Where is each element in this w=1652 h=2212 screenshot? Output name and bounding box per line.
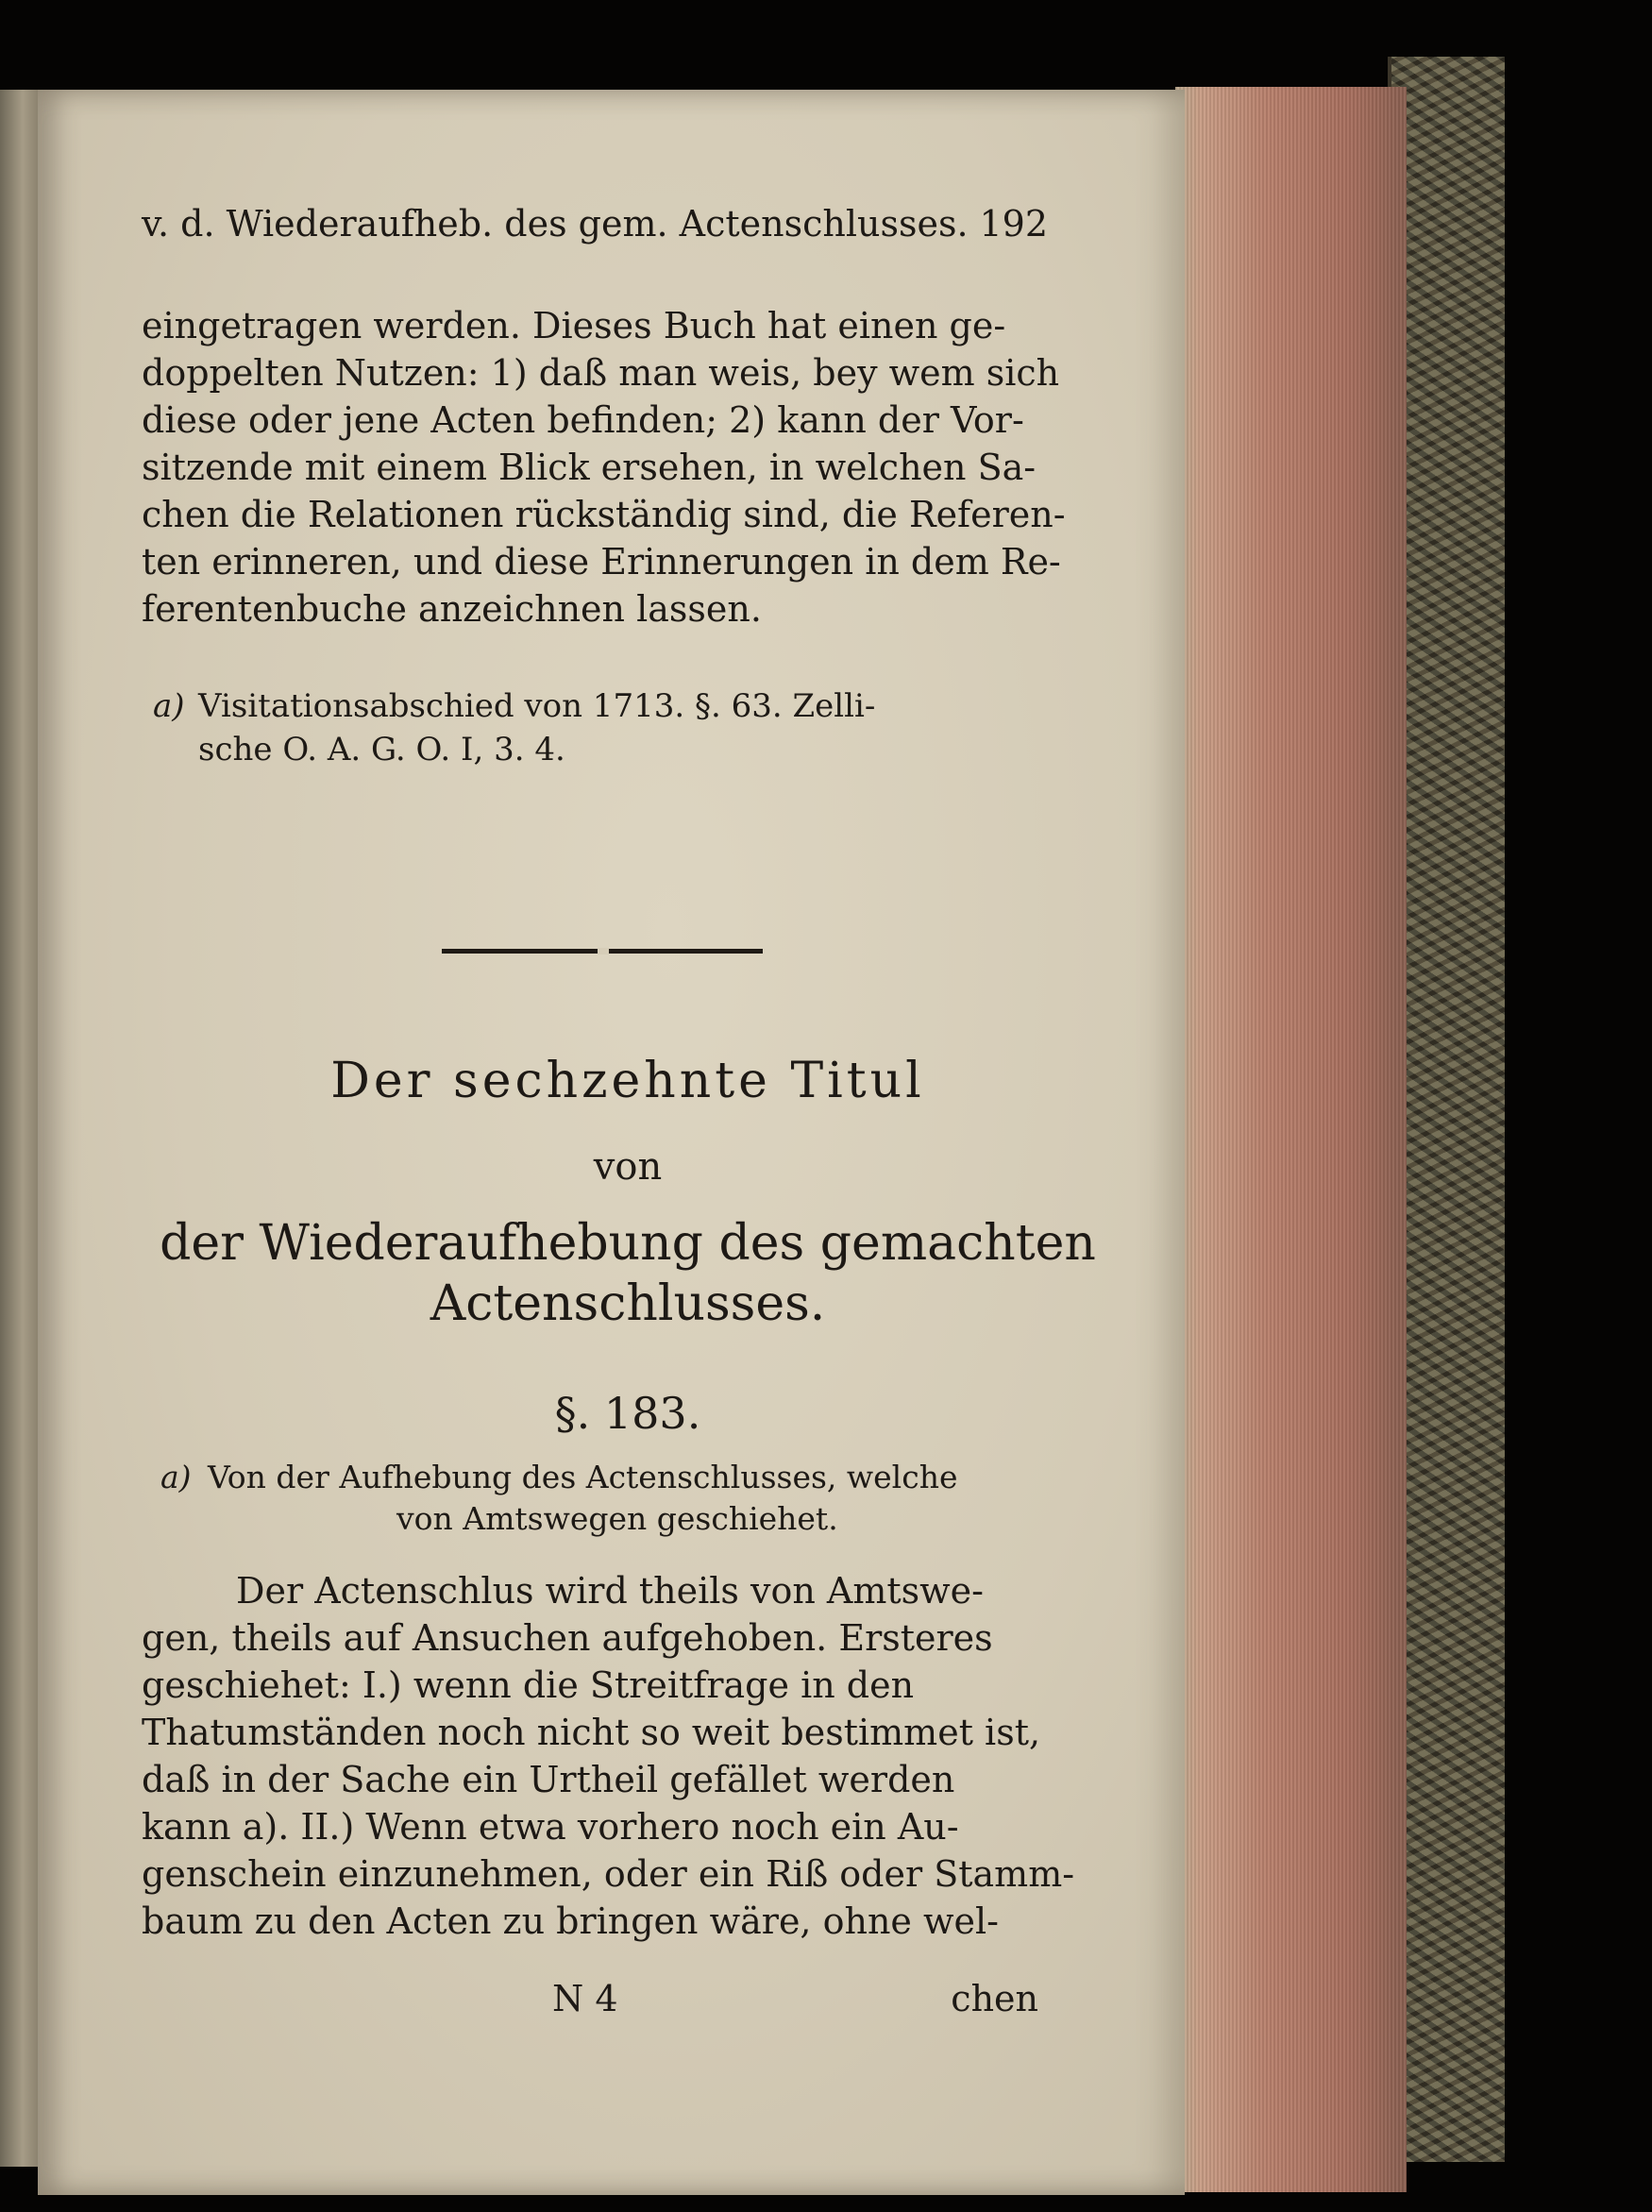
text-line: daß in der Sache ein Urtheil gefället werden [142,1759,955,1800]
chapter-von: von [593,1145,663,1189]
text-line: doppelten Nutzen: 1) daß man weis, bey wem sich [142,352,1060,394]
subtitle-line: Actenschlusses. [430,1275,826,1332]
running-title: v. d. Wiederaufheb. des gem. Actenschlusses. [142,203,969,245]
chapter-subtitle [38,1213,1218,1334]
text-line: ferentenbuche anzeichnen lassen. [142,588,762,630]
page-block-edge [1175,87,1407,2192]
text-line: ten erinneren, und diese Erinnerungen in dem Re- [142,541,1061,583]
footnote [153,684,1038,771]
footnote-line: Visitationsabschied von 1713. §. 63. Zelli- [198,687,876,725]
book-page [38,90,1185,2195]
text-line: gen, theils auf Ansuchen aufgehoben. Ersteres [142,1617,993,1659]
running-header [142,203,1048,245]
text-line: geschiehet: I.) wenn die Streitfrage in den [142,1664,915,1706]
catchword: chen [951,1978,1038,2019]
text-line: Der Actenschlus wird theils von Amtswe- [236,1570,984,1612]
chapter-title: Der sechzehnte Titul [330,1053,925,1109]
subheading-line: von Amtswegen geschiehet. [396,1500,838,1537]
text-line: genschein einzunehmen, oder ein Riß oder Stamm- [142,1853,1075,1895]
text-line: baum zu den Acten zu bringen wäre, ohne wel- [142,1900,999,1942]
text-line: diese oder jene Acten befinden; 2) kann der Vor- [142,399,1024,441]
text-line: Thatumständen noch nicht so weit bestimmet ist, [142,1712,1041,1753]
text-line: sitzende mit einem Blick ersehen, in welchen Sa- [142,447,1037,488]
footnote-line: sche O. A. G. O. I, 3. 4. [198,731,565,768]
page-number: 192 [979,203,1048,245]
paragraph-2 [142,1567,1075,1945]
section-divider [442,949,763,954]
subtitle-line: der Wiederaufhebung des gemachten [160,1215,1096,1272]
facing-page-edge [0,90,38,2167]
text-line: chen die Relationen rückständig sind, die Referen- [142,494,1066,535]
footnote-mark: a) [153,687,185,725]
text-line: eingetragen werden. Dieses Buch hat einen ge- [142,305,1006,346]
section-subheading [160,1457,1038,1540]
section-number: §. 183. [554,1388,701,1439]
subheading-line: Von der Aufhebung des Actenschlusses, welche [208,1459,958,1495]
signature-mark: N 4 [552,1978,618,2019]
subheading-mark: a) [160,1459,192,1495]
text-line: kann a). II.) Wenn etwa vorhero noch ein Au- [142,1806,959,1848]
paragraph-1 [142,302,1066,633]
